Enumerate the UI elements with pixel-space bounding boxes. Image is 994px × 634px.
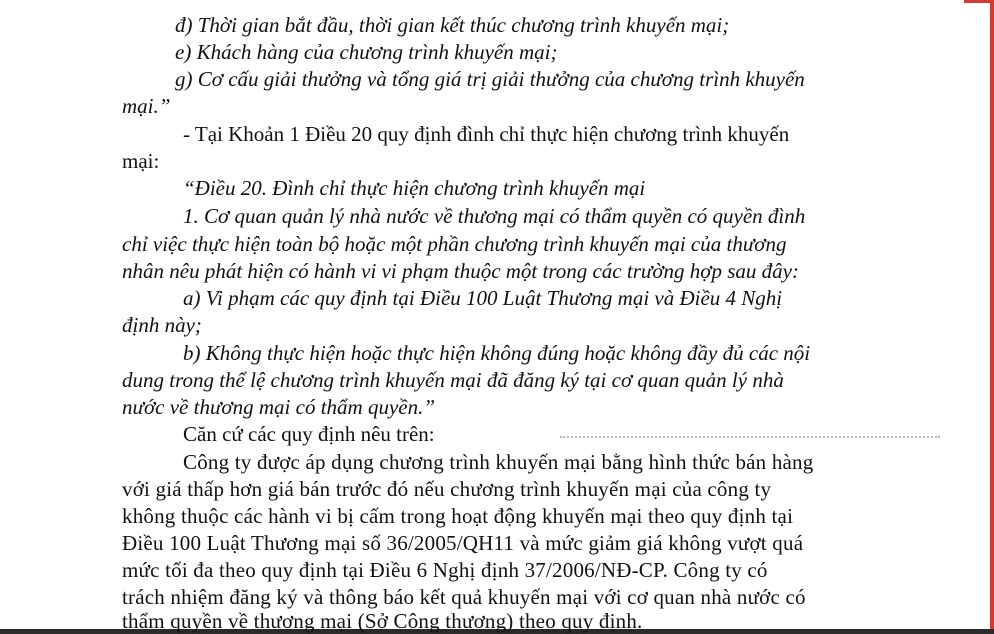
text-line: với giá thấp hơn giá bán trước đó nếu chương trình khuyến mại của công ty — [122, 477, 772, 501]
text-line: Căn cứ các quy định nêu trên: — [183, 422, 435, 446]
text-line: thẩm quyền về thương mại (Sở Công thương) theo quy định. — [122, 609, 643, 633]
text-line: Điều 100 Luật Thương mại số 36/2005/QH11 và mức giảm giá không vượt quá — [122, 531, 804, 555]
text-line: mại.” — [122, 94, 171, 118]
text-line: g) Cơ cấu giải thưởng và tổng giá trị giải thưởng của chương trình khuyến — [175, 67, 805, 91]
text-line: chỉ việc thực hiện toàn bộ hoặc một phần chương trình khuyến mại của thương — [122, 232, 787, 256]
text-line: không thuộc các hành vi bị cấm trong hoạt động khuyến mại theo quy định tại — [122, 504, 794, 528]
text-line: b) Không thực hiện hoặc thực hiện không đúng hoặc không đầy đủ các nội — [183, 341, 811, 365]
text-line: mức tối đa theo quy định tại Điều 6 Nghị định 37/2006/NĐ-CP. Công ty có — [122, 558, 768, 582]
text-line: Công ty được áp dụng chương trình khuyến mại bằng hình thức bán hàng — [183, 450, 814, 474]
page-border-right — [990, 0, 994, 634]
text-line: nhân nêu phát hiện có hành vi vi phạm thuộc một trong các trường hợp sau đây: — [122, 259, 799, 283]
scan-smudge — [560, 436, 940, 441]
text-line: nước về thương mại có thẩm quyền.” — [122, 395, 436, 419]
text-line: 1. Cơ quan quản lý nhà nước về thương mại có thẩm quyền có quyền đình — [183, 204, 806, 228]
text-line: a) Vi phạm các quy định tại Điều 100 Luật Thương mại và Điều 4 Nghị — [183, 286, 783, 310]
text-line: dung trong thể lệ chương trình khuyến mại đã đăng ký tại cơ quan quản lý nhà — [122, 368, 784, 392]
text-line: trách nhiệm đăng ký và thông báo kết quả khuyến mại với cơ quan nhà nước có — [122, 585, 806, 609]
text-line: mại: — [122, 149, 160, 173]
text-line: e) Khách hàng của chương trình khuyến mại; — [175, 40, 558, 64]
text-line: định này; — [122, 313, 202, 337]
text-line: đ) Thời gian bắt đầu, thời gian kết thúc chương trình khuyến mại; — [175, 13, 730, 37]
text-line: - Tại Khoản 1 Điều 20 quy định đình chỉ thực hiện chương trình khuyến — [183, 122, 790, 146]
text-line: “Điều 20. Đình chỉ thực hiện chương trình khuyến mại — [183, 176, 646, 200]
